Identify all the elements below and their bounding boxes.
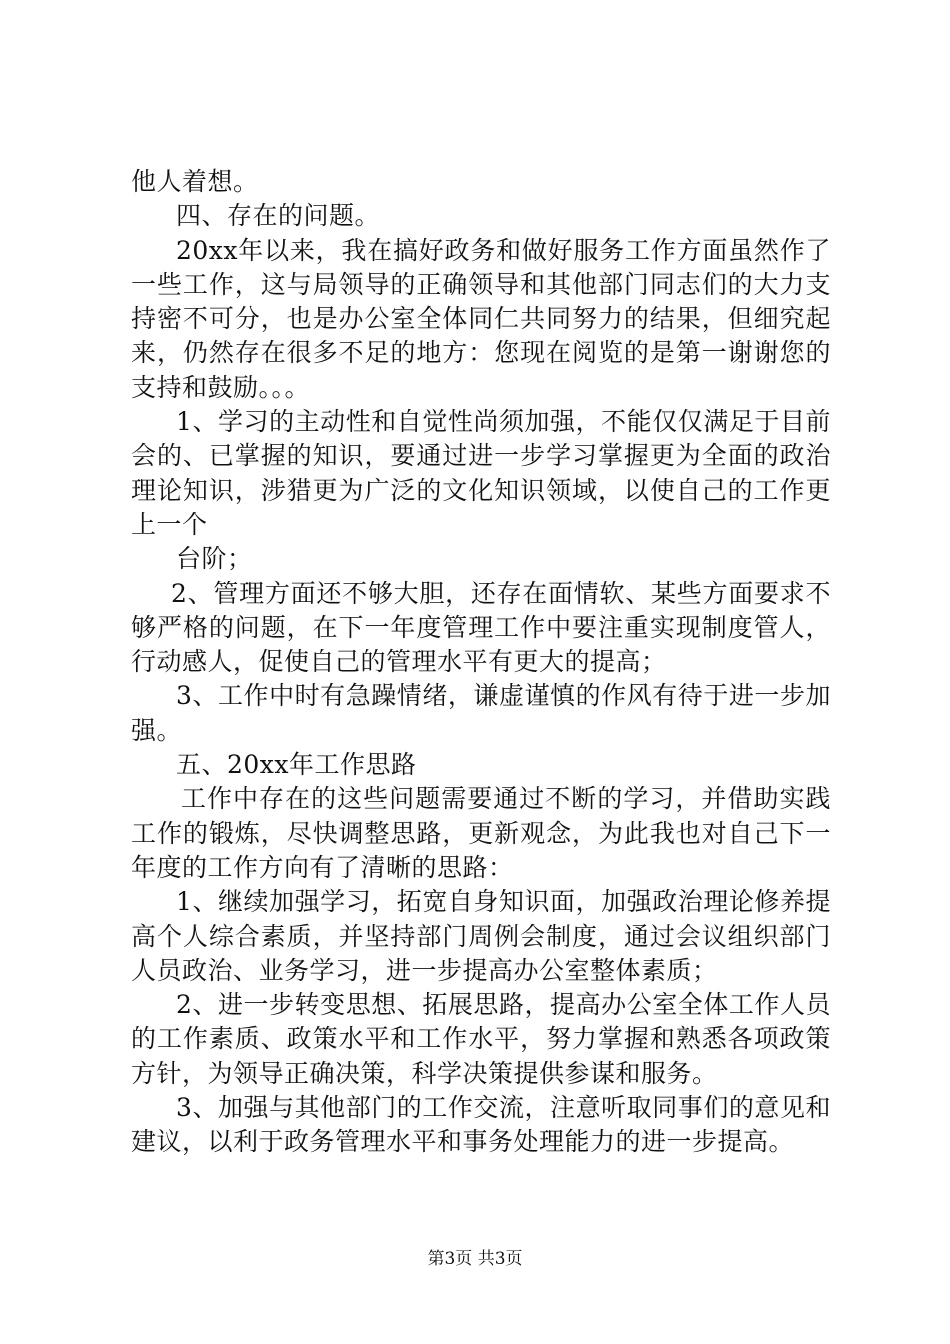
list-item-problem-1-continuation: 台阶； <box>176 544 253 574</box>
list-item-plan-2: 2、进一步转变思想、拓展思路，提高办公室全体工作人员的工作素质、政策水平和工作水平，努力掌握和熟悉各项政策方针，为领导正确决策，科学决策提供参谋和服务。 <box>131 990 831 1088</box>
list-item-plan-1: 1、继续加强学习，拓宽自身知识面，加强政治理论修养提高个人综合素质，并坚持部门周例会制度，通过会议组织部门人员政治、业务学习，进一步提高办公室整体素质； <box>131 887 831 985</box>
page-number-footer: 第3页 共3页 <box>427 1249 523 1269</box>
list-item-problem-3: 3、工作中时有急躁情绪，谦虚谨慎的作风有待于进一步加强。 <box>131 681 831 745</box>
paragraph-problems-intro: 20xx年以来，我在搞好政务和做好服务工作方面虽然作了一些工作，这与局领导的正确领导和其他部门同志们的大力支持密不可分，也是办公室全体同仁共同努力的结果，但细究起来，仍然存在很多不足的地方：您现在阅览的是第一谢谢您的支持和鼓励。。。 <box>131 235 831 402</box>
list-item-plan-3: 3、加强与其他部门的工作交流，注意听取同事们的意见和建议，以利于政务管理水平和事务处理能力的进一步提高。 <box>131 1093 831 1157</box>
section-heading-problems: 四、存在的问题。 <box>176 201 381 231</box>
paragraph-continuation: 他人着想。 <box>131 167 259 196</box>
document-body <box>131 165 831 1160</box>
paragraph-work-plan-intro: 工作中存在的这些问题需要通过不断的学习，并借助实践工作的锻炼，尽快调整思路，更新观念，为此我也对自己下一年度的工作方向有了清晰的思路： <box>131 784 831 882</box>
list-item-problem-2: 2、管理方面还不够大胆，还存在面情软、某些方面要求不够严格的问题，在下一年度管理工作中要注重实现制度管人，行动感人，促使自己的管理水平有更大的提高； <box>131 578 831 677</box>
list-item-problem-1: 1、学习的主动性和自觉性尚须加强，不能仅仅满足于目前会的、已掌握的知识，要通过进一步学习掌握更为全面的政治理论知识，涉猎更为广泛的文化知识领域，以使自己的工作更上一个 <box>131 407 831 539</box>
section-heading-work-plan: 五、20xx年工作思路 <box>176 750 417 780</box>
